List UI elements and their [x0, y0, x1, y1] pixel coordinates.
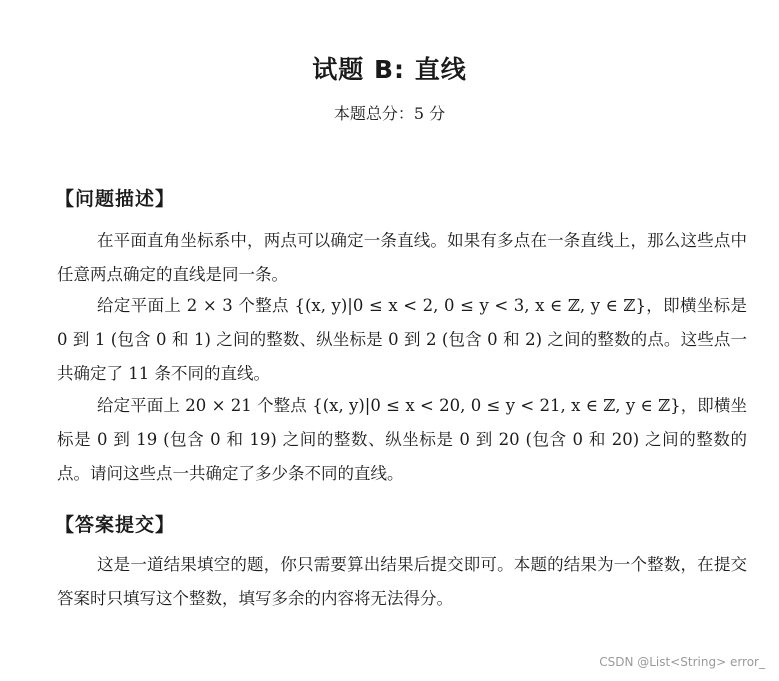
- problem-description-heading: 【问题描述】: [55, 188, 176, 210]
- watermark: CSDN @List<String> error_: [599, 655, 765, 669]
- answer-paragraph: 这是一道结果填空的题，你只需要算出结果后提交即可。本题的结果为一个整数，在提交答案时只填写这个整数，填写多余的内容将无法得分。: [57, 555, 747, 608]
- problem-score: 本题总分：5 分: [333, 104, 446, 123]
- problem-title: 试题 B: 直线: [312, 55, 467, 84]
- problem-paragraph-2: 给定平面上 2 × 3 个整点 {(x, y)|0 ≤ x < 2, 0 ≤ y < 3, x ∈ ℤ, y ∈ ℤ}，即横坐标是 0 到 1 (包含 0 和 1) 之间的整数、纵坐标是 0 到 2 (包含 0 和 2) 之间的整数的点。这些点一共确定了 11 条不同的直线。: [57, 296, 747, 383]
- answer-submission-heading: 【答案提交】: [55, 514, 176, 536]
- problem-paragraph-1: 在平面直角坐标系中，两点可以确定一条直线。如果有多点在一条直线上，那么这些点中任意两点确定的直线是同一条。: [57, 231, 747, 284]
- problem-paragraph-3: 给定平面上 20 × 21 个整点 {(x, y)|0 ≤ x < 20, 0 ≤ y < 21, x ∈ ℤ, y ∈ ℤ}，即横坐标是 0 到 19 (包含 0 和 19) 之间的整数、纵坐标是 0 到 20 (包含 0 和 20) 之间的整数的点。请问这些点一共确定了多少条不同的直线。: [57, 396, 747, 483]
